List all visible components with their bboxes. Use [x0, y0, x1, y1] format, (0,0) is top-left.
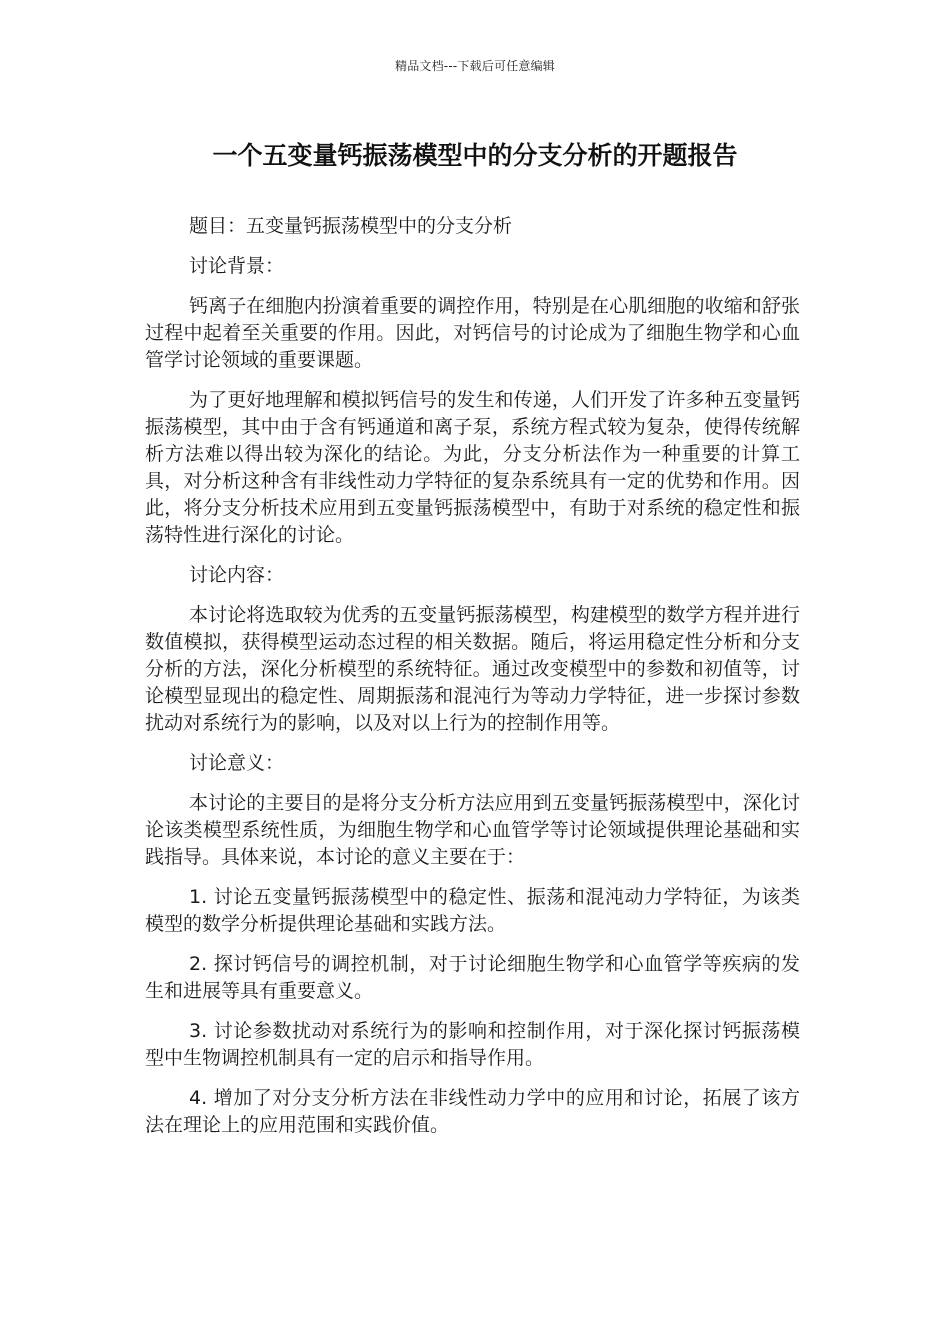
- body-paragraph: 为了更好地理解和模拟钙信号的发生和传递，人们开发了许多种五变量钙振荡模型，其中由于含有钙通道和离子泵，系统方程式较为复杂，使得传统解析方法难以得出较为深化的结论。为此，分支分析法作为一种重要的计算工具，对分析这种含有非线性动力学特征的复杂系统具有一定的优势和作用。因此，将分支分析技术应用到五变量钙振荡模型中，有助于对系统的稳定性和振荡特性进行深化的讨论。: [145, 389, 800, 546]
- topic-line: 题目：五变量钙振荡模型中的分支分析: [189, 215, 513, 237]
- body-paragraph: 本讨论的主要目的是将分支分析方法应用到五变量钙振荡模型中，深化讨论该类模型系统性质，为细胞生物学和心血管学等讨论领域提供理论基础和实践指导。具体来说，本讨论的意义主要在于：: [145, 792, 800, 868]
- body-paragraph: 钙离子在细胞内扮演着重要的调控作用，特别是在心肌细胞的收缩和舒张过程中起着至关重要的作用。因此，对钙信号的讨论成为了细胞生物学和心血管学讨论领域的重要课题。: [145, 295, 800, 371]
- body-paragraph: 本讨论将选取较为优秀的五变量钙振荡模型，构建模型的数学方程并进行数值模拟，获得模型运动态过程的相关数据。随后，将运用稳定性分析和分支分析的方法，深化分析模型的系统特征。通过改变模型中的参数和初值等，讨论模型显现出的稳定性、周期振荡和混沌行为等动力学特征，进一步探讨参数扰动对系统行为的影响，以及对以上行为的控制作用等。: [145, 604, 800, 734]
- list-item: 2. 探讨钙信号的调控机制，对于讨论细胞生物学和心血管学等疾病的发生和进展等具有重要意义。: [145, 953, 800, 1002]
- list-item: 3. 讨论参数扰动对系统行为的影响和控制作用，对于深化探讨钙振荡模型中生物调控机制具有一定的启示和指导作用。: [145, 1020, 800, 1069]
- section-heading-content: 讨论内容：: [189, 564, 285, 586]
- list-item: 4. 增加了对分支分析方法在非线性动力学中的应用和讨论，拓展了该方法在理论上的应用范围和实践价值。: [145, 1087, 800, 1136]
- document-body: [145, 213, 800, 1152]
- section-heading-background: 讨论背景：: [189, 255, 285, 277]
- list-item: 1. 讨论五变量钙振荡模型中的稳定性、振荡和混沌动力学特征，为该类模型的数学分析提供理论基础和实践方法。: [145, 886, 800, 935]
- section-heading-significance: 讨论意义：: [189, 752, 285, 774]
- header-note: 精品文档---下载后可任意编辑: [395, 59, 555, 73]
- document-title: 一个五变量钙振荡模型中的分支分析的开题报告: [212, 141, 738, 170]
